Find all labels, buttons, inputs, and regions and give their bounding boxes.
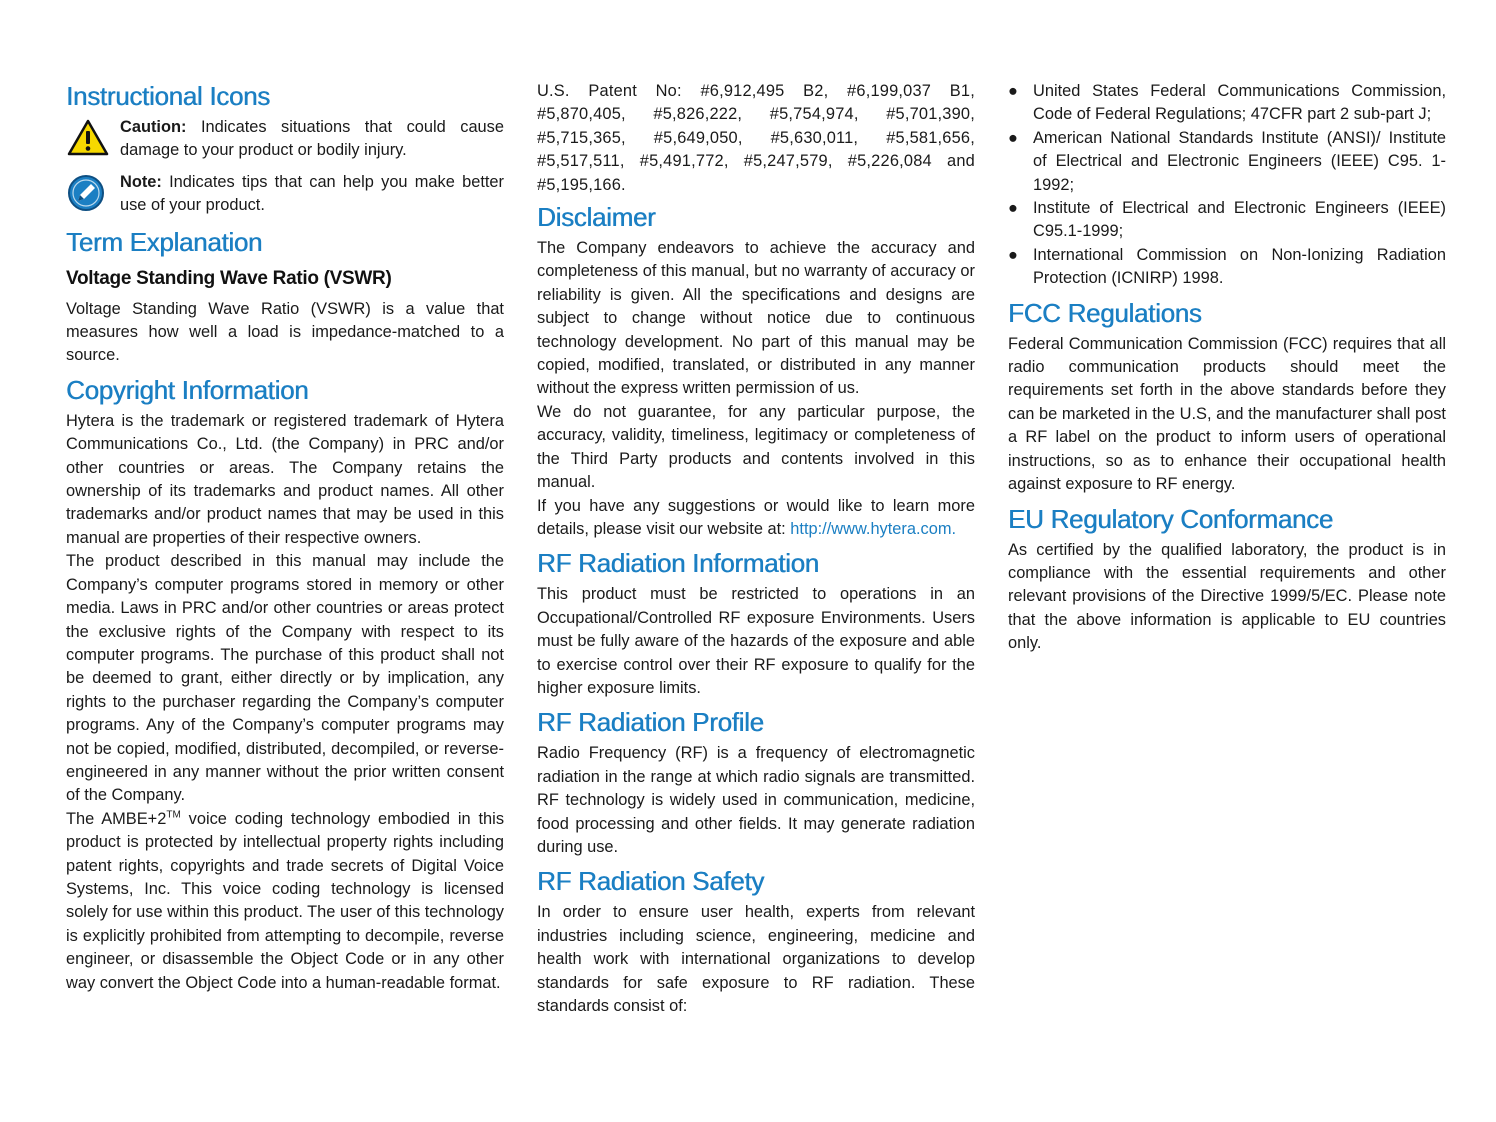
section-copyright <box>66 374 504 995</box>
heading-fcc: FCC Regulations <box>1008 297 1202 328</box>
trademark-sup: TM <box>166 809 181 821</box>
copyright-paragraph-1: Hytera is the trademark or registered trademark of Hytera Communications Co., Ltd. (the Company) in PRC and/or other countries or areas. The Company retains the ownership of its trademarks and product names. All other trademarks and/or product names that may be used in this manual are properties of their respective owners. <box>66 411 504 547</box>
heading-rf-profile: RF Radiation Profile <box>537 707 764 738</box>
ambe-pre: The AMBE+2 <box>66 809 167 828</box>
section-fcc <box>1008 297 1446 497</box>
heading-rf-safety: RF Radiation Safety <box>537 866 764 897</box>
section-patent <box>537 80 975 197</box>
section-term-explanation <box>66 226 504 368</box>
copyright-paragraph-2: The product described in this manual may include the Company’s computer programs stored in memory or other media. Laws in PRC and/or other countries or areas protect the exclusive rights of the Company with respect to its computer programs. The purchase of this product shall not be deemed to grant, either directly or by implication, any rights to the purchaser regarding the Company’s computer programs. Any of the Company’s computer programs may not be copied, modified, distributed, decompiled, or reverse-engineered in any manner without the prior written consent of the Company. <box>66 552 504 805</box>
note-pencil-icon <box>66 173 110 217</box>
bullet-icon: ● <box>1008 82 1018 100</box>
standard-text: United States Federal Communications Commission, Code of Federal Regulations; 47CFR part 2 sub-part J; <box>1033 82 1446 124</box>
note-description: Indicates tips that can help you make better use of your product. <box>120 172 504 215</box>
column-middle <box>537 80 975 1024</box>
disclaimer-paragraph-1: The Company endeavors to achieve the accuracy and completeness of this manual, but no warranty of accuracy or reliability is given. All the specifications and designs are subject to change without notice due to continuous technology development. No part of this manual may be copied, modified, translated, or distributed in any manner without the express written permission of us. <box>537 239 975 398</box>
caution-row <box>66 116 504 163</box>
disclaimer-website-text: If you have any suggestions or would like to learn more details, please visit our website at: <box>537 496 975 538</box>
section-disclaimer <box>537 201 975 541</box>
section-rf-safety <box>537 865 975 1018</box>
bullet-icon: ● <box>1008 245 1018 264</box>
rf-info-text: This product must be restricted to operations in an Occupational/Controlled RF exposure Environments. Users must be fully aware of the hazards of the exposure and able to exercise control over their RF exposure to qualify for the higher exposure limits. <box>537 585 975 697</box>
bullet-icon: ● <box>1008 128 1018 147</box>
disclaimer-paragraph-3 <box>537 495 975 542</box>
patent-text: U.S. Patent No: #6,912,495 B2, #6,199,037 B1, #5,870,405, #5,826,222, #5,754,974, #5,701,390, #5,715,365, #5,649,050, #5,630,011, #5,581,656, #5,517,511, #5,491,772, #5,247,579, #5,226,084 and #5,195,166. <box>537 82 975 194</box>
caution-label: Caution: <box>120 118 187 136</box>
standard-text: American National Standards Institute (ANSI)/ Institute of Electrical and Electronic Engineers (IEEE) C95. 1-1992; <box>1033 128 1446 194</box>
subheading-vswr: Voltage Standing Wave Ratio (VSWR) <box>66 267 392 289</box>
rf-profile-text: Radio Frequency (RF) is a frequency of electromagnetic radiation in the range at which radio signals are transmitted. RF technology is widely used in communication, medicine, food processing and other fields. It may generate radiation during use. <box>537 744 975 856</box>
heading-eu: EU Regulatory Conformance <box>1008 503 1333 534</box>
list-item <box>1008 244 1446 291</box>
eu-text: As certified by the qualified laboratory, the product is in compliance with the essential requirements and other relevant provisions of the Directive 1999/5/EC. Please note that the above information is applicable to EU countries only. <box>1008 540 1446 653</box>
vswr-text: Voltage Standing Wave Ratio (VSWR) is a value that measures how well a load is impedance-matched to a source. <box>66 299 504 365</box>
caution-description: Indicates situations that could cause damage to your product or bodily injury. <box>120 118 504 160</box>
standard-text: International Commission on Non-Ionizing Radiation Protection (ICNIRP) 1998. <box>1033 245 1446 288</box>
section-standards-list <box>1008 80 1446 291</box>
section-rf-profile <box>537 706 975 859</box>
disclaimer-paragraph-2: We do not guarantee, for any particular purpose, the accuracy, validity, timeliness, legitimacy or completeness of the Third Party products and contents involved in this manual. <box>537 402 975 492</box>
caution-warning-icon <box>66 118 110 162</box>
section-instructional-icons <box>66 80 504 218</box>
note-row <box>66 171 504 218</box>
standard-text: Institute of Electrical and Electronic Engineers (IEEE) C95.1-1999; <box>1033 199 1446 241</box>
heading-rf-info: RF Radiation Information <box>537 548 819 579</box>
heading-term-explanation: Term Explanation <box>66 226 263 257</box>
section-rf-info <box>537 547 975 700</box>
caution-text <box>120 116 504 163</box>
column-right <box>1008 80 1446 662</box>
copyright-paragraph-3 <box>66 808 504 995</box>
ambe-post: voice coding technology embodied in this product is protected by intellectual property rights including patent rights, copyrights and trade secrets of Digital Voice Systems, Inc. This voice coding technology is licensed solely for use within this product. The user of this technology is explicitly prohibited from attempting to decompile, reverse engineer, or disassemble the Object Code or in any other way convert the Object Code into a human-readable format. <box>66 809 505 992</box>
note-text <box>120 171 504 218</box>
bullet-icon: ● <box>1008 199 1018 218</box>
heading-copyright: Copyright Information <box>66 374 309 405</box>
rf-safety-text: In order to ensure user health, experts from relevant industries including science, engineering, medicine and health work with international organizations to develop standards for safe exposure to RF radiation. These standards consist of: <box>537 903 975 1015</box>
fcc-text: Federal Communication Commission (FCC) requires that all radio communication products should meet the requirements set forth in the above standards before they can be marketed in the U.S, and the manufacturer shall post a RF label on the product to inform users of operational instructions, so as to enhance their occupational health against exposure to RF energy. <box>1008 334 1446 494</box>
hytera-website-link[interactable]: http://www.hytera.com. <box>790 519 957 538</box>
heading-disclaimer: Disclaimer <box>537 202 656 233</box>
list-item <box>1008 197 1446 244</box>
heading-instructional-icons: Instructional Icons <box>66 81 270 111</box>
section-eu <box>1008 503 1446 656</box>
note-label: Note: <box>120 172 162 191</box>
standards-list <box>1008 80 1446 291</box>
list-item <box>1008 127 1446 197</box>
list-item <box>1008 80 1446 127</box>
column-left <box>66 80 504 1001</box>
